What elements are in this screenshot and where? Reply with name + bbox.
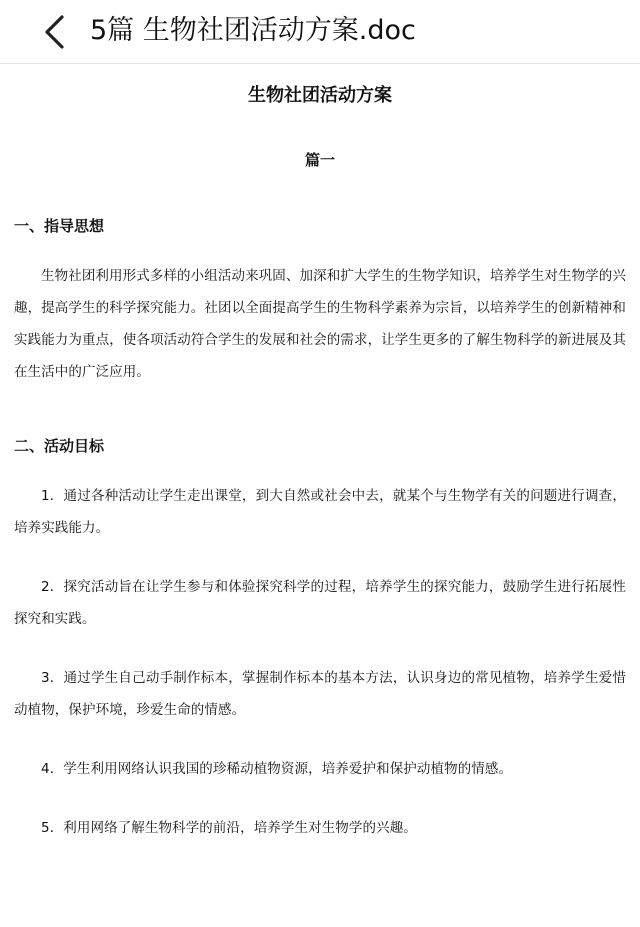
- list-item: 3．通过学生自己动手制作标本，掌握制作标本的基本方法，认识身边的常见植物，培养学生爱惜动植物，保护环境，珍爱生命的情感。: [14, 670, 626, 718]
- top-bar: [0, 0, 640, 64]
- back-button[interactable]: [34, 12, 74, 52]
- document-body: [0, 82, 640, 844]
- chapter-heading: 篇一: [304, 151, 335, 169]
- section-paragraph: 生物社团利用形式多样的小组活动来巩固、加深和扩大学生的生物学知识，培养学生对生物学的兴趣，提高学生的科学探究能力。社团以全面提高学生的生物科学素养为宗旨，以培养学生的创新精神和实践能力为重点，使各项活动符合学生的发展和社会的需求，让学生更多的了解生物科学的新进展及其在生活中的广泛应用。: [14, 268, 626, 380]
- chevron-left-icon: [42, 14, 66, 50]
- list-item: 5．利用网络了解生物科学的前沿，培养学生对生物学的兴趣。: [41, 820, 417, 836]
- list-item: 1．通过各种活动让学生走出课堂，到大自然或社会中去，就某个与生物学有关的问题进行调查，培养实践能力。: [14, 488, 626, 536]
- document-title: 生物社团活动方案: [248, 85, 392, 106]
- list-item: 2．探究活动旨在让学生参与和体验探究科学的过程，培养学生的探究能力，鼓励学生进行拓展性探究和实践。: [14, 579, 626, 627]
- file-title: 5篇 生物社团活动方案.doc: [90, 15, 416, 46]
- section-heading-guiding-idea: 一、指导思想: [14, 217, 105, 235]
- section-heading-goals: 二、活动目标: [14, 437, 105, 455]
- goal-list: [14, 480, 626, 844]
- list-item: 4．学生利用网络认识我国的珍稀动植物资源，培养爱护和保护动植物的情感。: [41, 761, 513, 777]
